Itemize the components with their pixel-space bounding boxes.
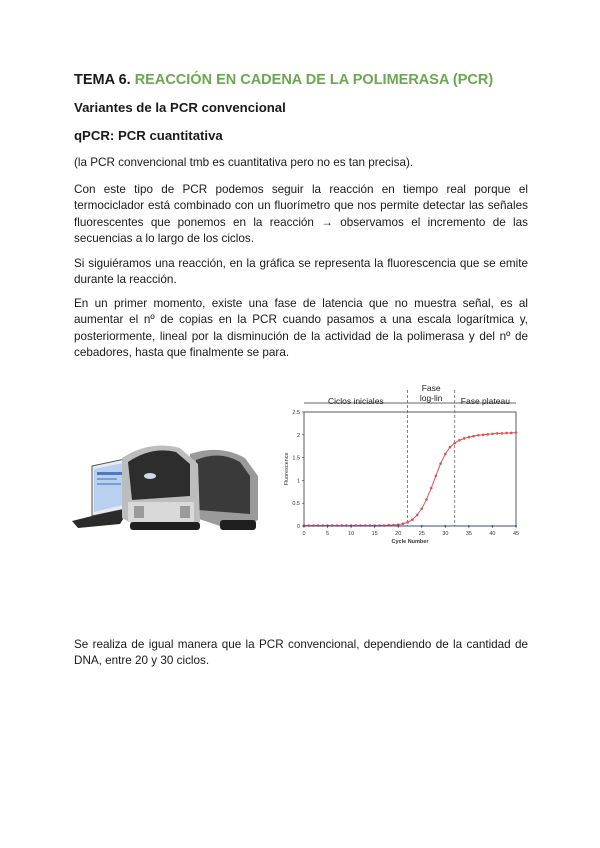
- x-tick-label: 15: [371, 531, 378, 537]
- y-tick-label: 2: [296, 432, 300, 439]
- paragraph-3: Si siguiéramos una reacción, en la gráfica se representa la fluorescencia que se emite durante la reacción.: [74, 257, 528, 287]
- data-point: [378, 524, 381, 527]
- data-point: [449, 446, 452, 449]
- x-tick-label: 0: [302, 531, 306, 537]
- data-point: [491, 433, 494, 436]
- data-point: [510, 432, 513, 435]
- paragraph-4: En un primer momento, existe una fase de latencia que no muestra señal, es al aumentar el nº de copias en la PCR cuando pasamos a una escala logarítmica y, posteriormente, lineal por la disminución de la actividad de la polimerasa y del nº de cebadores, hasta que finalmente se para.: [74, 297, 528, 359]
- data-point: [435, 475, 438, 478]
- plot-frame: [304, 412, 516, 526]
- data-point: [307, 524, 310, 527]
- x-tick-label: 35: [465, 531, 472, 537]
- subsection-heading: qPCR: PCR cuantitativa: [74, 128, 223, 143]
- data-point: [430, 487, 433, 490]
- data-point: [416, 514, 419, 517]
- data-point: [421, 525, 423, 527]
- fluorescence-chart: [280, 384, 530, 544]
- data-point: [463, 437, 466, 440]
- data-point: [468, 436, 471, 439]
- data-point: [355, 524, 358, 527]
- x-tick-label: 10: [348, 531, 355, 537]
- data-point: [411, 518, 414, 521]
- data-point: [458, 439, 461, 442]
- data-point: [336, 524, 339, 527]
- data-point: [420, 507, 423, 510]
- data-point: [501, 432, 504, 435]
- data-point: [486, 433, 489, 436]
- x-tick-label: 40: [489, 531, 496, 537]
- x-axis-label: Cycle Number: [391, 539, 429, 544]
- data-point: [496, 432, 499, 435]
- x-tick-label: 45: [512, 531, 520, 537]
- data-point: [369, 524, 372, 527]
- figure: [70, 384, 530, 544]
- phase-label: Ciclos iniciales: [327, 396, 384, 406]
- series-line: [304, 433, 516, 526]
- paragraph-1: (la PCR convencional tmb es cuantitativa pero no es tan precisa).: [74, 156, 414, 169]
- data-point: [472, 435, 475, 438]
- data-point: [327, 525, 329, 527]
- x-tick-label: 30: [442, 531, 449, 537]
- data-point: [515, 525, 517, 527]
- data-point: [397, 525, 399, 527]
- y-tick-label: 1: [296, 478, 300, 485]
- data-point: [439, 462, 442, 465]
- data-point: [317, 524, 320, 527]
- data-point: [364, 524, 367, 527]
- title-main: REACCIÓN EN CADENA DE LA POLIMERASA (PCR): [134, 72, 494, 88]
- phase-label: Fase: [421, 384, 441, 393]
- x-tick-label: 20: [395, 531, 402, 537]
- data-point: [359, 524, 362, 527]
- phase-label: log-lin: [419, 393, 443, 403]
- x-tick-label: 25: [418, 531, 425, 537]
- data-point: [477, 434, 480, 437]
- data-point: [482, 434, 485, 437]
- section-heading: Variantes de la PCR convencional: [74, 100, 286, 115]
- y-tick-label: 2.5: [292, 410, 300, 416]
- title-prefix: TEMA 6.: [74, 72, 131, 88]
- page-title: [74, 72, 493, 88]
- data-point: [453, 442, 456, 445]
- y-tick-label: 1.5: [292, 455, 300, 462]
- data-point: [345, 524, 348, 527]
- data-point: [491, 525, 493, 527]
- data-point: [340, 524, 343, 527]
- data-point: [425, 498, 428, 501]
- data-point: [505, 432, 508, 435]
- y-tick-label: 0: [296, 524, 300, 530]
- data-point: [374, 525, 376, 527]
- data-point: [406, 521, 409, 524]
- data-point: [444, 453, 447, 456]
- data-point: [444, 525, 446, 527]
- data-point: [303, 525, 305, 527]
- closing-paragraph: Se realiza de igual manera que la PCR convencional, dependiendo de la cantidad de DNA, entre 20 y 30 ciclos.: [74, 638, 528, 668]
- phase-label: Fase plateau: [460, 396, 510, 406]
- y-axis-label: Fluorescence: [284, 452, 290, 486]
- data-point: [402, 522, 405, 525]
- paragraph-2: Con este tipo de PCR podemos seguir la reacción en tiempo real porque el termociclador está combinado con un fluorímetro que nos permite detectar las señales fluorescentes que ponemos en la reacción → observamos el incremento de las secuencias a lo largo de los ciclos.: [74, 183, 528, 245]
- data-point: [322, 524, 325, 527]
- data-point: [312, 524, 315, 527]
- data-point: [331, 524, 334, 527]
- thermocycler-image: [70, 436, 275, 536]
- y-tick-label: 0.5: [292, 501, 300, 508]
- data-point: [515, 431, 518, 434]
- data-point: [468, 525, 470, 527]
- x-tick-label: 5: [326, 531, 330, 537]
- data-point: [383, 524, 386, 527]
- data-point: [350, 525, 352, 527]
